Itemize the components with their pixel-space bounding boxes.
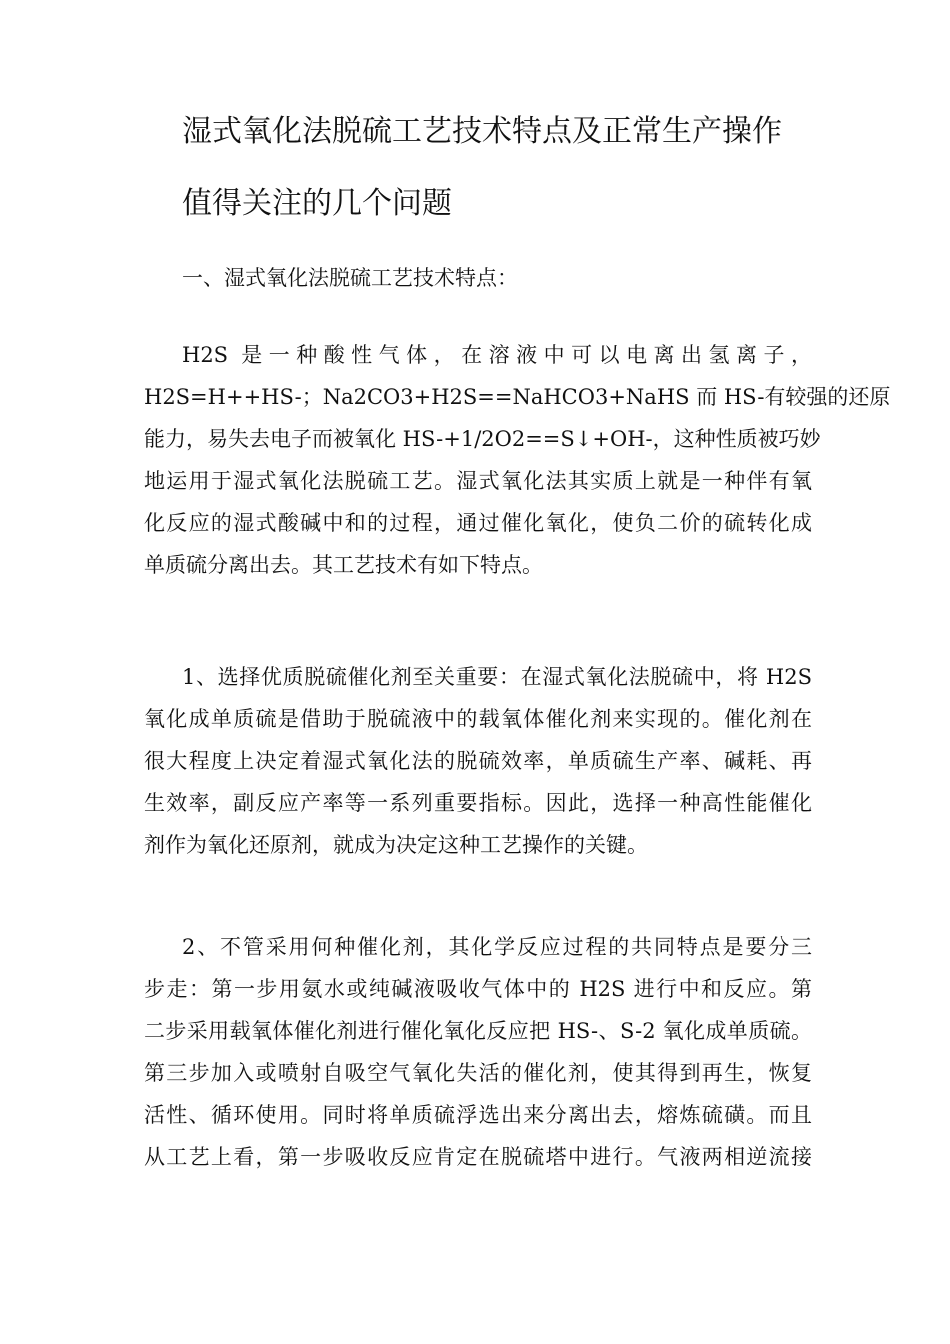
paragraph-line: 剂作为氧化还原剂，就成为决定这种工艺操作的关键。: [144, 833, 648, 857]
paragraph-line: 很大程度上决定着湿式氧化法的脱硫效率，单质硫生产率、碱耗、再: [144, 749, 812, 773]
paragraph-line: 氧化成单质硫是借助于脱硫液中的载氧体催化剂来实现的。催化剂在: [144, 707, 812, 731]
paragraph-line: 活性、循环使用。同时将单质硫浮选出来分离出去，熔炼硫磺。而且: [144, 1103, 812, 1127]
paragraph-line: H2S 是一种酸性气体，在溶液中可以电离出氢离子，: [182, 343, 812, 367]
section-heading: 一、湿式氧化法脱硫工艺技术特点：: [182, 266, 518, 290]
paragraph-line: 2、不管采用何种催化剂，其化学反应过程的共同特点是要分三: [182, 935, 812, 959]
paragraph-point-2: [144, 926, 812, 1178]
document-title-line-1: 湿式氧化法脱硫工艺技术特点及正常生产操作: [182, 114, 782, 149]
paragraph-line: 二步采用载氧体催化剂进行催化氧化反应把 HS-、S-2 氧化成单质硫。: [144, 1019, 812, 1043]
document-title-line-2: 值得关注的几个问题: [182, 186, 452, 221]
paragraph-line: 化反应的湿式酸碱中和的过程，通过催化氧化，使负二价的硫转化成: [144, 511, 812, 535]
paragraph-line: 生效率，副反应产率等一系列重要指标。因此，选择一种高性能催化: [144, 791, 812, 815]
paragraph-line: 地运用于湿式氧化法脱硫工艺。湿式氧化法其实质上就是一种伴有氧: [144, 469, 812, 493]
paragraph-line: 步走：第一步用氨水或纯碱液吸收气体中的 H2S 进行中和反应。第: [144, 977, 812, 1001]
paragraph-line: 能力，易失去电子而被氧化 HS-+1/2O2==S↓+OH-，这种性质被巧妙: [144, 427, 821, 451]
paragraph-line: 1、选择优质脱硫催化剂至关重要：在湿式氧化法脱硫中，将 H2S: [182, 665, 812, 689]
paragraph-intro: [144, 334, 891, 586]
paragraph-line: H2S=H++HS-；Na2CO3+H2S==NaHCO3+NaHS 而 HS-有较强的还原: [144, 385, 891, 409]
paragraph-line: 从工艺上看，第一步吸收反应肯定在脱硫塔中进行。气液两相逆流接: [144, 1145, 812, 1169]
paragraph-line: 第三步加入或喷射自吸空气氧化失活的催化剂，使其得到再生，恢复: [144, 1061, 812, 1085]
paragraph-point-1: [144, 656, 812, 866]
paragraph-line: 单质硫分离出去。其工艺技术有如下特点。: [144, 553, 543, 577]
